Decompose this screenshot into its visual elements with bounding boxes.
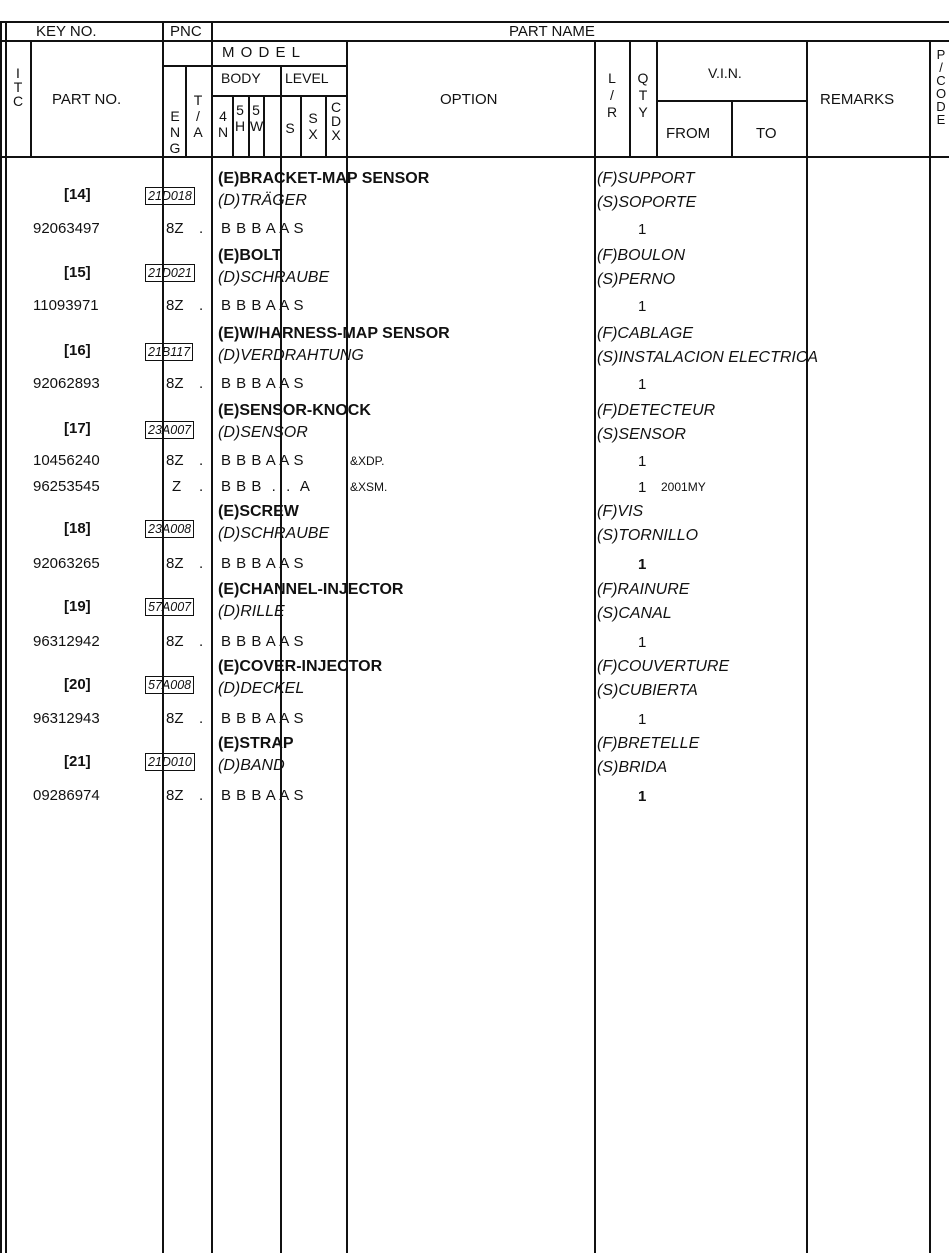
part-name-de: (D)SCHRAUBE — [218, 269, 330, 286]
model-codes: B B B . . A — [221, 478, 310, 495]
part-name-de: (D)BAND — [218, 757, 285, 774]
eng-code: 8Z — [166, 787, 184, 804]
qty-header: Q T Y — [637, 70, 649, 120]
rule — [325, 95, 327, 158]
pnc-code: 23A007 — [145, 421, 194, 439]
level-col-sx: S X — [308, 110, 318, 142]
eng-code: 8Z — [166, 375, 184, 392]
part-number: 11093971 — [33, 297, 99, 314]
part-name-en: (E)BOLT — [218, 247, 282, 264]
body-col-4n: 4 N — [217, 108, 229, 140]
rule — [0, 21, 2, 1253]
model-codes: B B B A A S — [221, 633, 304, 650]
quantity: 1 — [638, 479, 647, 496]
quantity: 1 — [638, 376, 647, 393]
pnc-code: 21B117 — [145, 343, 193, 361]
eng-code: 8Z — [166, 555, 184, 572]
part-name-es: (S)CANAL — [597, 605, 672, 622]
quantity: 1 — [638, 556, 647, 573]
quantity: 1 — [638, 221, 647, 238]
part-name-fr: (F)SUPPORT — [597, 170, 695, 187]
rule — [263, 95, 265, 158]
model-header: M O D E L — [222, 44, 302, 61]
part-name-fr: (F)CABLAGE — [597, 325, 694, 342]
part-name-fr: (F)VIS — [597, 503, 644, 520]
part-name-es: (S)SOPORTE — [597, 194, 697, 211]
ta-code: . — [199, 220, 204, 237]
rule — [346, 40, 348, 1253]
pnc-code: 21D018 — [145, 187, 195, 205]
key-no: [20] — [64, 676, 91, 693]
part-name-de: (D)SCHRAUBE — [218, 525, 330, 542]
rule — [300, 95, 302, 158]
quantity: 1 — [638, 298, 647, 315]
part-name-de: (D)VERDRAHTUNG — [218, 347, 364, 364]
body-col-5w: 5 W — [250, 102, 264, 134]
vin-from: 2001MY — [661, 480, 706, 494]
rule — [0, 21, 949, 23]
vin-header: V.I.N. — [708, 65, 742, 81]
part-name-fr: (F)COUVERTURE — [597, 658, 730, 675]
part-number: 92063497 — [33, 220, 100, 237]
part-name-fr: (F)BOULON — [597, 247, 685, 264]
part-name-fr: (F)BRETELLE — [597, 735, 700, 752]
part-name-es: (S)CUBIERTA — [597, 682, 698, 699]
eng-code: 8Z — [166, 452, 184, 469]
part-name-de: (D)RILLE — [218, 603, 285, 620]
ta-code: . — [199, 375, 204, 392]
body-col-5h: 5 H — [234, 102, 246, 134]
part-name-es: (S)BRIDA — [597, 759, 668, 776]
rule — [185, 65, 187, 158]
part-number: 96312943 — [33, 710, 100, 727]
key-no: [16] — [64, 342, 91, 359]
ta-code: . — [199, 710, 204, 727]
key-no: [14] — [64, 186, 91, 203]
rule — [162, 65, 348, 67]
model-codes: B B B A A S — [221, 297, 304, 314]
lr-header: L / R — [606, 70, 618, 120]
eng-header: E N G — [169, 108, 181, 156]
part-name-en: (E)SENSOR-KNOCK — [218, 402, 371, 419]
rule — [629, 40, 631, 158]
part-name-es: (S)SENSOR — [597, 426, 686, 443]
rule — [162, 21, 164, 1253]
model-codes: B B B A A S — [221, 375, 304, 392]
key-no: [17] — [64, 420, 91, 437]
eng-code: Z — [172, 478, 182, 495]
part-number: 09286974 — [33, 787, 100, 804]
model-codes: B B B A A S — [221, 787, 304, 804]
part-name-de: (D)TRÄGER — [218, 192, 307, 209]
rule — [656, 40, 658, 158]
ta-code: . — [199, 555, 204, 572]
part-name-en: (E)BRACKET-MAP SENSOR — [218, 170, 430, 187]
level-col-cdx: C D X — [330, 99, 342, 143]
rule — [211, 21, 213, 1253]
ta-code: . — [199, 478, 204, 495]
pnc-code: 21D021 — [145, 264, 195, 282]
key-no: [21] — [64, 753, 91, 770]
pnc-code: 23A008 — [145, 520, 194, 538]
rule — [594, 40, 596, 1253]
part-name-de: (D)SENSOR — [218, 424, 308, 441]
key-no: [19] — [64, 598, 91, 615]
part-name-en: (E)COVER-INJECTOR — [218, 658, 383, 675]
pnc-code: 57A008 — [145, 676, 194, 694]
part-number: 92062893 — [33, 375, 100, 392]
part-number: 92063265 — [33, 555, 100, 572]
eng-code: 8Z — [166, 220, 184, 237]
rule — [929, 40, 931, 1253]
part-number: 96312942 — [33, 633, 100, 650]
key-no: [15] — [64, 264, 91, 281]
ta-header: T / A — [193, 92, 203, 140]
ta-code: . — [199, 452, 204, 469]
quantity: 1 — [638, 788, 647, 805]
part-name-es: (S)TORNILLO — [597, 527, 699, 544]
quantity: 1 — [638, 711, 647, 728]
pnc-code: 21D010 — [145, 753, 195, 771]
option-code: &XSM. — [350, 480, 388, 494]
ta-code: . — [199, 297, 204, 314]
ta-code: . — [199, 633, 204, 650]
pnc-code: 57A007 — [145, 598, 194, 616]
option-code: &XDP. — [350, 454, 385, 468]
part-number: 96253545 — [33, 478, 100, 495]
rule — [806, 40, 808, 1253]
model-codes: B B B A A S — [221, 710, 304, 727]
body-header: BODY — [221, 70, 261, 86]
option-header: OPTION — [440, 91, 498, 108]
quantity: 1 — [638, 453, 647, 470]
part-name-en: (E)CHANNEL-INJECTOR — [218, 581, 404, 598]
part-name-de: (D)DECKEL — [218, 680, 305, 697]
eng-code: 8Z — [166, 710, 184, 727]
part-name-header: PART NAME — [509, 23, 595, 40]
key-no-header: KEY NO. — [36, 23, 97, 40]
model-codes: B B B A A S — [221, 452, 304, 469]
level-col-s: S — [285, 120, 295, 136]
level-header: LEVEL — [285, 70, 329, 86]
quantity: 1 — [638, 634, 647, 651]
rule — [731, 100, 733, 158]
part-no-header: PART NO. — [52, 91, 122, 108]
pnc-header: PNC — [170, 23, 202, 40]
part-name-en: (E)SCREW — [218, 503, 299, 520]
part-name-es: (S)PERNO — [597, 271, 676, 288]
key-no: [18] — [64, 520, 91, 537]
part-name-fr: (F)DETECTEUR — [597, 402, 716, 419]
eng-code: 8Z — [166, 297, 184, 314]
remarks-header: REMARKS — [820, 91, 895, 108]
itc-header: I T C — [12, 65, 24, 109]
part-name-en: (E)W/HARNESS-MAP SENSOR — [218, 325, 450, 342]
model-codes: B B B A A S — [221, 220, 304, 237]
model-codes: B B B A A S — [221, 555, 304, 572]
vin-from-header: FROM — [666, 125, 711, 142]
part-name-fr: (F)RAINURE — [597, 581, 690, 598]
vin-to-header: TO — [756, 125, 777, 142]
rule — [30, 40, 32, 158]
eng-code: 8Z — [166, 633, 184, 650]
part-name-en: (E)STRAP — [218, 735, 294, 752]
pcode-header: P / C O D E — [935, 47, 947, 127]
part-number: 10456240 — [33, 452, 100, 469]
part-name-es: (S)INSTALACION ELECTRICA — [597, 349, 819, 366]
rule — [5, 21, 7, 1253]
ta-code: . — [199, 787, 204, 804]
